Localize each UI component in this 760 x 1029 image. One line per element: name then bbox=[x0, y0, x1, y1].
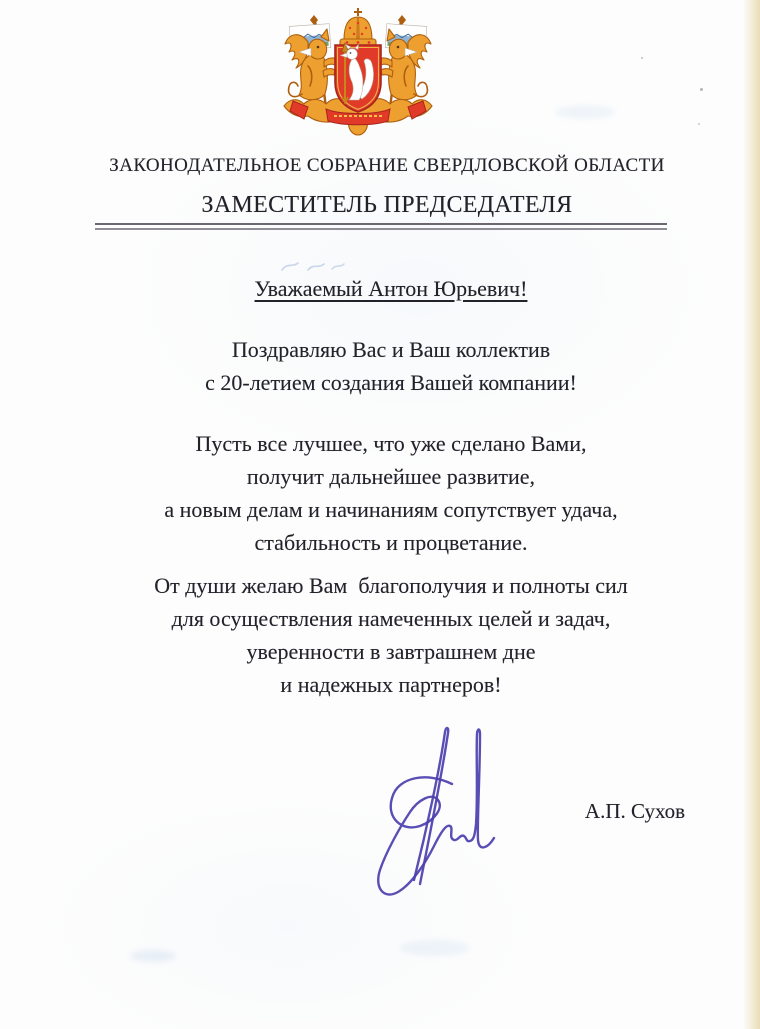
scan-smudge bbox=[400, 940, 470, 956]
organization-name: ЗАКОНОДАТЕЛЬНОЕ СОБРАНИЕ СВЕРДЛОВСКОЙ ОБЛАСТИ bbox=[109, 155, 665, 176]
scan-speck bbox=[698, 123, 700, 125]
scan-smudge bbox=[555, 105, 615, 119]
paragraph-line: и надежных партнеров! bbox=[280, 672, 502, 697]
scan-smudge bbox=[130, 950, 176, 962]
signer-name: А.П. Сухов bbox=[584, 799, 686, 823]
handwritten-signature-icon bbox=[368, 714, 526, 908]
paragraph-line: для осуществления намеченных целей и задач, bbox=[171, 606, 611, 631]
scan-paper-edge bbox=[743, 0, 760, 1029]
salutation-text: Уважаемый Антон Юрьевич! bbox=[254, 276, 528, 301]
paragraph-wishes-2 bbox=[22, 569, 760, 701]
scan-speck bbox=[700, 88, 703, 91]
letterhead-divider bbox=[95, 223, 667, 230]
coat-of-arms-sverdlovsk-icon bbox=[278, 8, 438, 136]
paragraph-line: уверенности в завтрашнем дне bbox=[246, 639, 536, 664]
scan-speck bbox=[641, 57, 643, 59]
salutation bbox=[22, 272, 760, 305]
paragraph-line: Пусть все лучшее, что уже сделано Вами, bbox=[195, 431, 587, 456]
paragraph-line: стабильность и процветание. bbox=[254, 530, 528, 555]
letter-body bbox=[22, 272, 760, 701]
position-title: ЗАМЕСТИТЕЛЬ ПРЕДСЕДАТЕЛЯ bbox=[201, 192, 573, 218]
paragraph-line: а новым делам и начинаниям сопутствует удача, bbox=[164, 497, 618, 522]
paragraph-line: получит дальнейшее развитие, bbox=[246, 464, 536, 489]
paragraph-line: Поздравляю Вас и Ваш коллектив bbox=[231, 337, 551, 362]
paragraph-wishes-1 bbox=[22, 427, 760, 559]
paragraph-line: с 20-летием создания Вашей компании! bbox=[205, 370, 577, 395]
paragraph-line: От души желаю Вам благополучия и полноты сил bbox=[154, 573, 628, 598]
paragraph-congratulation bbox=[22, 333, 760, 399]
